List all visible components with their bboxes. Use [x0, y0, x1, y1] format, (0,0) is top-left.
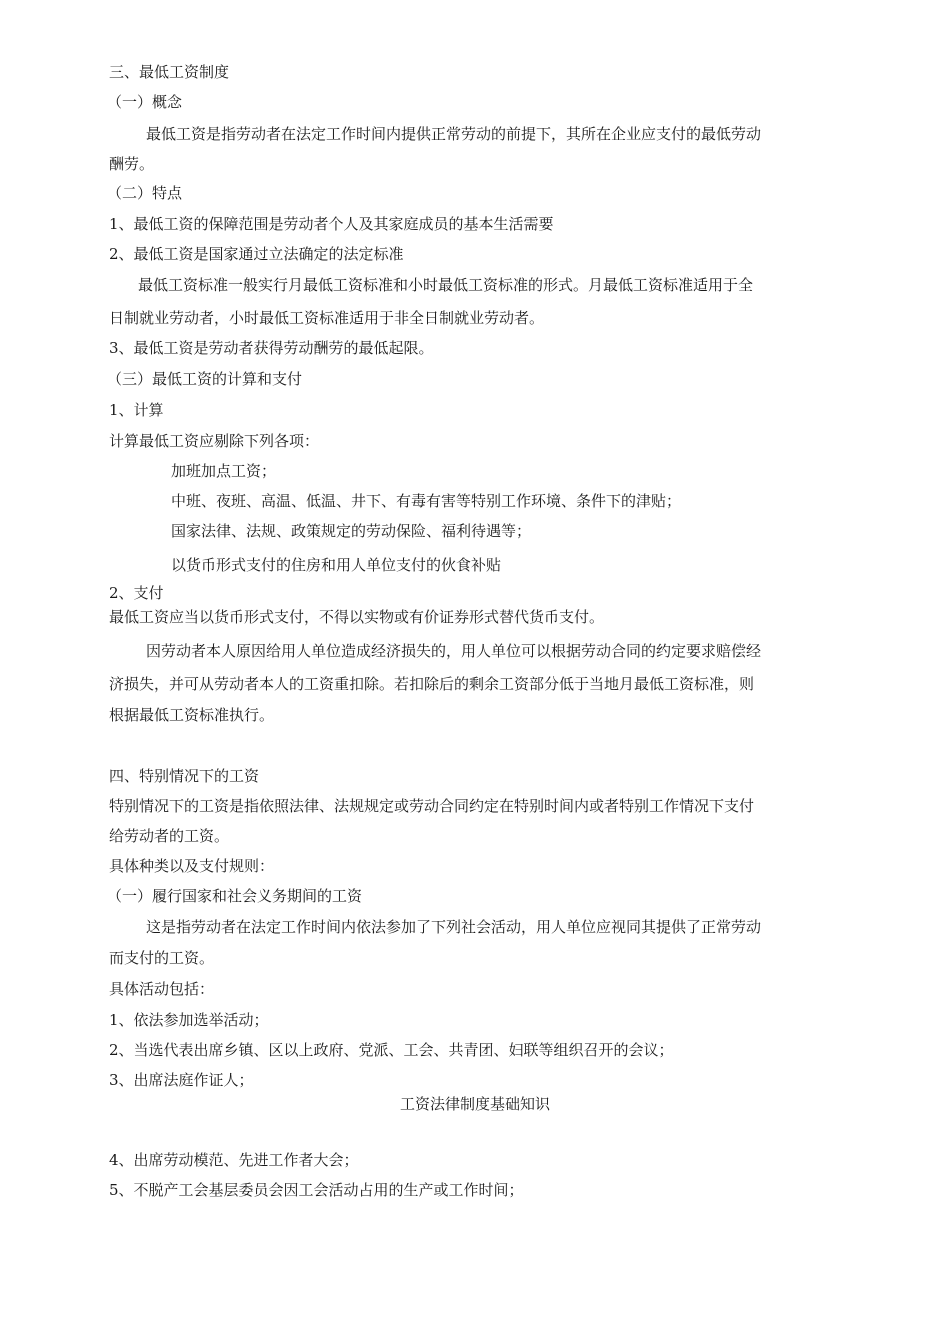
- paragraph-line: 酬劳。: [109, 155, 155, 173]
- subheading-concept: （一）概念: [107, 93, 183, 111]
- section-heading-3: 三、最低工资制度: [109, 63, 230, 81]
- list-item: 3、出席法庭作证人；: [109, 1071, 254, 1089]
- paragraph-line: 而支付的工资。: [109, 949, 215, 967]
- list-item: 1、最低工资的保障范围是劳动者个人及其家庭成员的基本生活需要: [109, 215, 554, 233]
- paragraph-line: 计算最低工资应剔除下列各项：: [109, 432, 320, 450]
- subheading-features: （二）特点: [107, 184, 183, 202]
- paragraph-line: 因劳动者本人原因给用人单位造成经济损失的，用人单位可以根据劳动合同的约定要求赔偿经: [146, 642, 762, 660]
- list-item: 国家法律、法规、政策规定的劳动保险、福利待遇等；: [171, 522, 532, 540]
- subheading-duty-wage: （一）履行国家和社会义务期间的工资: [107, 887, 363, 905]
- list-item: 以货币形式支付的住房和用人单位支付的伙食补贴: [171, 556, 502, 574]
- section-heading-4: 四、特别情况下的工资: [109, 767, 260, 785]
- paragraph-line: 具体种类以及支付规则：: [109, 857, 275, 875]
- paragraph-line: 日制就业劳动者，小时最低工资标准适用于非全日制就业劳动者。: [109, 309, 545, 327]
- list-item: 1、依法参加选举活动；: [109, 1011, 269, 1029]
- list-item: 5、不脱产工会基层委员会因工会活动占用的生产或工作时间；: [109, 1181, 524, 1199]
- list-item: 加班加点工资；: [171, 462, 277, 480]
- subheading-calc-pay: （三）最低工资的计算和支付: [107, 370, 303, 388]
- paragraph-line: 根据最低工资标准执行。: [109, 706, 275, 724]
- list-item: 2、当选代表出席乡镇、区以上政府、党派、工会、共青团、妇联等组织召开的会议；: [109, 1041, 674, 1059]
- list-item: 2、支付: [109, 584, 164, 602]
- page-footer-title: 工资法律制度基础知识: [399, 1095, 550, 1113]
- list-item: 2、最低工资是国家通过立法确定的法定标准: [109, 245, 404, 263]
- paragraph-line: 具体活动包括：: [109, 980, 215, 998]
- paragraph-line: 最低工资是指劳动者在法定工作时间内提供正常劳动的前提下，其所在企业应支付的最低劳动: [146, 125, 762, 143]
- paragraph-line: 特别情况下的工资是指依照法律、法规规定或劳动合同约定在特别时间内或者特别工作情况下支付: [109, 797, 755, 815]
- paragraph-line: 济损失，并可从劳动者本人的工资重扣除。若扣除后的剩余工资部分低于当地月最低工资标准，则: [109, 675, 755, 693]
- paragraph-line: 这是指劳动者在法定工作时间内依法参加了下列社会活动，用人单位应视同其提供了正常劳动: [146, 918, 762, 936]
- paragraph-line: 最低工资应当以货币形式支付，不得以实物或有价证券形式替代货币支付。: [109, 608, 605, 626]
- list-item: 3、最低工资是劳动者获得劳动酬劳的最低起限。: [109, 339, 434, 357]
- paragraph-line: 给劳动者的工资。: [109, 827, 230, 845]
- list-item: 4、出席劳动模范、先进工作者大会；: [109, 1151, 359, 1169]
- list-item: 中班、夜班、高温、低温、井下、有毒有害等特别工作环境、条件下的津贴；: [171, 492, 682, 510]
- paragraph-line: 最低工资标准一般实行月最低工资标准和小时最低工资标准的形式。月最低工资标准适用于全: [138, 276, 754, 294]
- list-item: 1、计算: [109, 401, 164, 419]
